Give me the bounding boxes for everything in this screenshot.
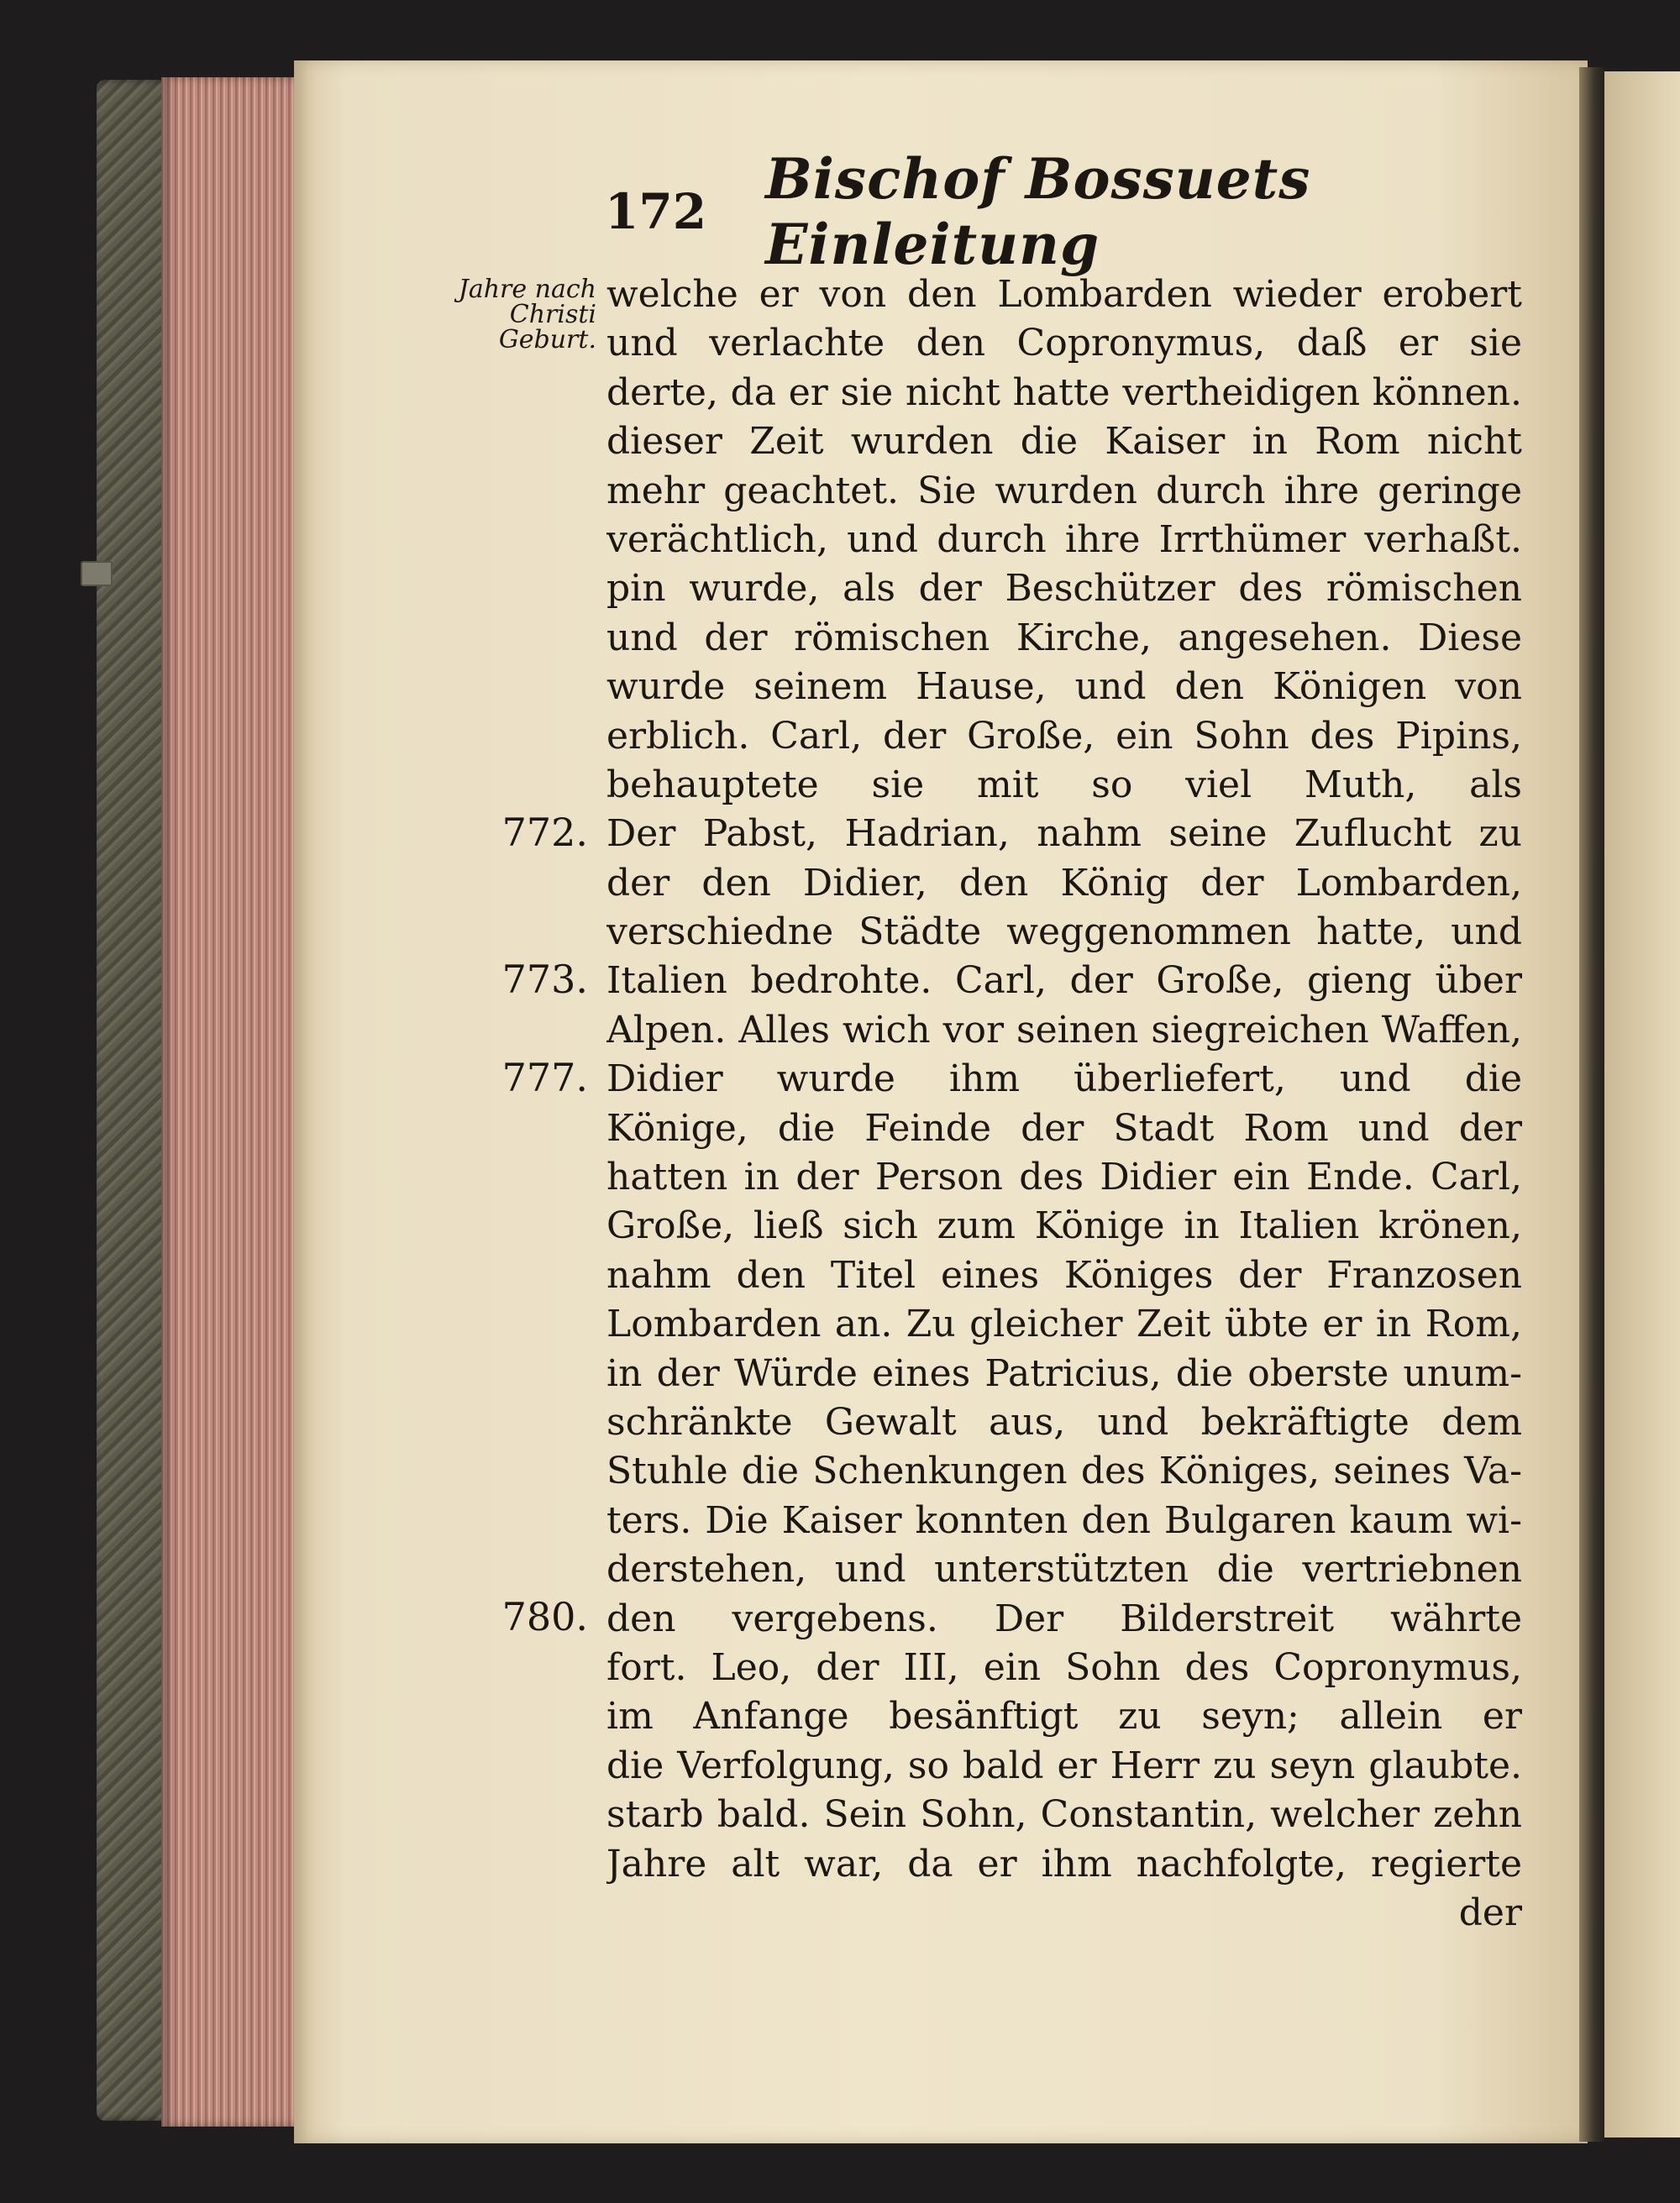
text-line: Italien bedrohte. Carl, der Große, gieng über bbox=[606, 959, 1522, 1003]
page-header bbox=[605, 146, 1520, 277]
text-line: Alpen. Alles wich vor seinen siegreichen Waffen, bbox=[606, 1008, 1522, 1052]
text-line: in der Würde eines Patricius, die oberste unum- bbox=[606, 1351, 1522, 1395]
page-gutter bbox=[1579, 67, 1604, 2142]
text-line: den vergebens. Der Bilderstreit währte bbox=[606, 1597, 1522, 1640]
text-line: Didier wurde ihm überliefert, und die bbox=[606, 1057, 1522, 1101]
text-line: ters. Die Kaiser konnten den Bulgaren kaum wi- bbox=[606, 1498, 1522, 1542]
text-line: derte, da er sie nicht hatte vertheidigen können. bbox=[606, 370, 1522, 414]
text-line: Große, ließ sich zum Könige in Italien krönen, bbox=[606, 1204, 1522, 1248]
catchword: der bbox=[1458, 1891, 1522, 1934]
text-line: pin wurde, als der Beschützer des römischen bbox=[606, 567, 1522, 611]
text-line: schränkte Gewalt aus, und bekräftigte dem bbox=[606, 1400, 1522, 1444]
body-text bbox=[606, 270, 1522, 1938]
text-line: fort. Leo, der III, ein Sohn des Copronymus, bbox=[606, 1645, 1522, 1689]
text-line: nahm den Titel eines Königes der Franzosen bbox=[606, 1253, 1522, 1297]
running-title: Bischof Bossuets Einleitung bbox=[765, 146, 1311, 277]
text-line: Jahre alt war, da er ihm nachfolgte, regierte bbox=[606, 1842, 1522, 1886]
text-line: starb bald. Sein Sohn, Constantin, welcher zehn bbox=[606, 1793, 1522, 1837]
text-line: behauptete sie mit so viel Muth, als bbox=[606, 763, 1522, 806]
margin-note: Jahre nach Christi Geburt. bbox=[458, 275, 596, 354]
facing-page-edge bbox=[1604, 71, 1680, 2137]
margin-year: 772. bbox=[501, 810, 588, 855]
margin-year: 773. bbox=[501, 957, 588, 1002]
text-line: dieser Zeit wurden die Kaiser in Rom nicht bbox=[606, 420, 1522, 464]
text-line: im Anfange besänftigt zu seyn; allein er bbox=[606, 1695, 1522, 1739]
text-line: Stuhle die Schenkungen des Königes, seines Va- bbox=[606, 1450, 1522, 1493]
text-line: Der Pabst, Hadrian, nahm seine Zuflucht zu bbox=[606, 812, 1522, 856]
margin-year: 780. bbox=[501, 1594, 588, 1639]
text-line: verschiedne Städte weggenommen hatte, und bbox=[606, 910, 1522, 954]
text-line: die Verfolgung, so bald er Herr zu seyn glaubte. bbox=[606, 1744, 1522, 1787]
text-line: Könige, die Feinde der Stadt Rom und der bbox=[606, 1106, 1522, 1150]
text-line: hatten in der Person des Didier ein Ende. Carl, bbox=[606, 1156, 1522, 1199]
text-line: und verlachte den Copronymus, daß er sie bbox=[606, 322, 1522, 365]
text-line: wurde seinem Hause, und den Königen von bbox=[606, 665, 1522, 709]
text-line: mehr geachtet. Sie wurden durch ihre geringe bbox=[606, 469, 1522, 512]
text-line: der den Didier, den König der Lombarden, bbox=[606, 861, 1522, 905]
page-number: 172 bbox=[605, 183, 707, 240]
page-edges bbox=[161, 77, 304, 2127]
margin-year: 777. bbox=[501, 1055, 588, 1100]
text-line: Lombarden an. Zu gleicher Zeit übte er in Rom, bbox=[606, 1303, 1522, 1346]
text-line: erblich. Carl, der Große, ein Sohn des Pipins, bbox=[606, 714, 1522, 758]
text-line: welche er von den Lombarden wieder erobert bbox=[606, 273, 1522, 316]
text-line: und der römischen Kirche, angesehen. Diese bbox=[606, 616, 1522, 659]
text-line: derstehen, und unterstützten die vertriebnen bbox=[606, 1548, 1522, 1592]
text-line: verächtlich, und durch ihre Irrthümer verhaßt. bbox=[606, 517, 1522, 561]
book-clasp bbox=[81, 561, 113, 586]
